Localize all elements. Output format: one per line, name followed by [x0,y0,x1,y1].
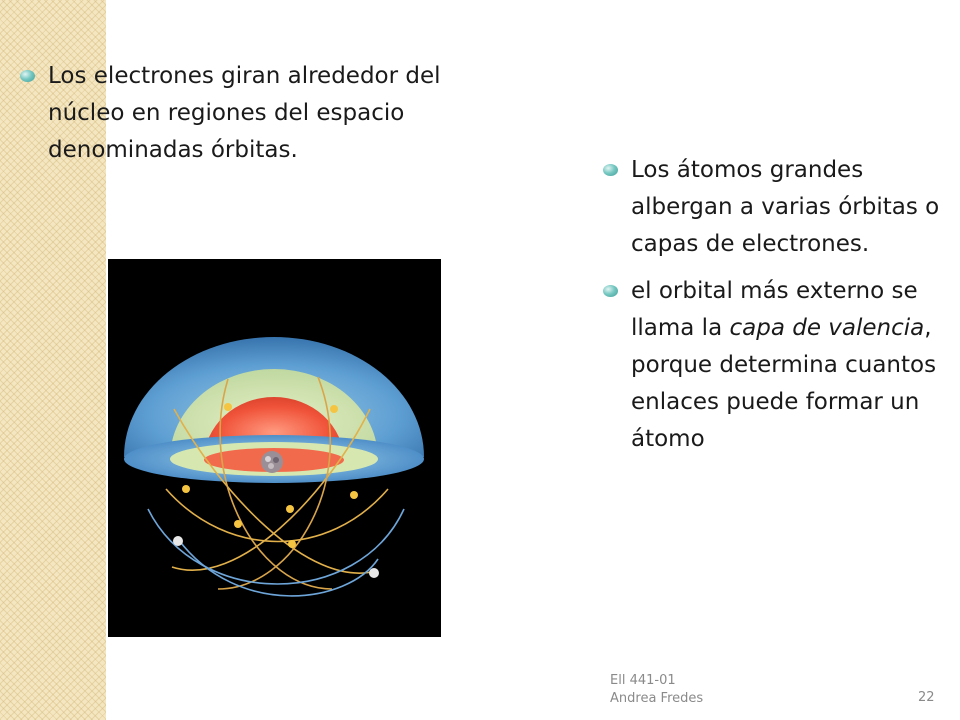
bullet-item [20,58,460,169]
bullet-icon [603,285,618,297]
page-number: 22 [918,690,935,705]
footer-course: Ell 441-01 [610,673,676,688]
atom-illustration-graphic [108,259,441,637]
bullet-text: Los electrones giran alrededor del núcleo en regiones del espacio denominadas órbitas. [48,63,441,163]
bullet-item [603,152,958,263]
bullet-text-end: , porque determina cuantos enlaces puede formar un átomo [631,315,937,452]
bullet-emphasis: capa de valencia [729,315,925,341]
left-bullet-list [20,58,460,169]
slide-footer [610,672,703,708]
bullet-item [603,273,958,458]
bullet-icon [603,164,618,176]
footer-author: Andrea Fredes [610,691,704,706]
atom-illustration [108,259,441,637]
bullet-text: Los átomos grandes albergan a varias órbitas o capas de electrones. [631,157,940,257]
bullet-text [631,278,936,452]
nucleus [261,451,283,473]
right-bullet-list [603,152,958,458]
bullet-text-start: el orbital más externo se llama la [631,278,918,341]
bullet-icon [20,70,35,82]
